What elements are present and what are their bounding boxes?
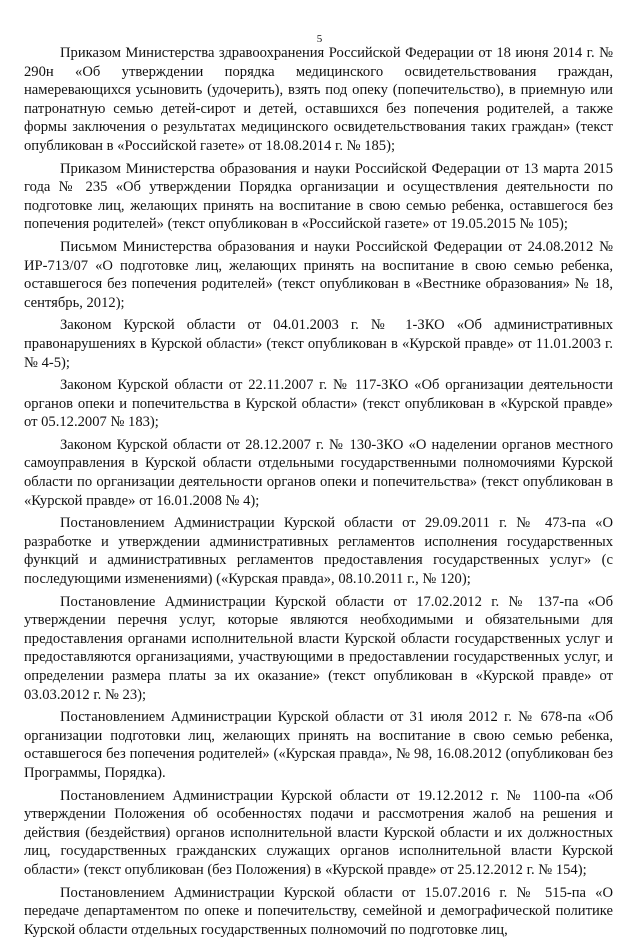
paragraph-3: Письмом Министерства образования и науки Российской Федерации от 24.08.2012 № ИР-713/07 «О подготовке лиц, желающих принять на воспитание в свою семью ребенка, оставшегося без попечения родителей» (текст опубликован в «Вестнике образования» № 18, сентябрь, 2012);	[24, 238, 613, 311]
paragraph-9: Постановлением Администрации Курской области от 31 июля 2012 г. № 678-па «Об организации подготовки лиц, желающих принять на воспитание в свою семью ребенка, оставшегося без попечения родителей» («Курская правда», № 98, 16.08.2012 (опубликован без Программы, Порядка).	[24, 709, 613, 781]
paragraph-7: Постановлением Администрации Курской области от 29.09.2011 г. № 473-па «О разработке и утверждении административных регламентов исполнения государственных функций и административных регламентов предоставления государственных услуг» (с последующими изменениями) («Курская правда», 08.10.2011 г., № 120);	[24, 515, 613, 588]
paragraph-5: Законом Курской области от 22.11.2007 г. № 117-ЗКО «Об организации деятельности органов опеки и попечительства в Курской области» (текст опубликован в «Курской правде» от 05.12.2007 № 183);	[24, 377, 613, 431]
paragraph-1: Приказом Министерства здравоохранения Российской Федерации от 18 июня 2014 г. № 290н «Об утверждении порядка медицинского освидетельствования граждан, намеревающихся усыновить (удочерить), взять под опеку (попечительство), в приемную или патронатную семью детей-сирот и детей, оставшихся без попечения родителей, а также формы заключения о результатах медицинского освидетельствования таких граждан» (текст опубликован в «Российской газете» от 18.08.2014 г. № 185);	[24, 45, 613, 154]
paragraph-8: Постановление Администрации Курской области от 17.02.2012 г. № 137-па «Об утверждении перечня услуг, которые являются необходимыми и обязательными для предоставления органами исполнительной власти Курской области государственных услуг и предоставляются организациями, участвующими в предоставлении государственных услуг, и определении размера платы за их оказание» (текст опубликован в «Курской правде» от 03.03.2012 г. № 23);	[24, 593, 613, 703]
paragraph-6: Законом Курской области от 28.12.2007 г. № 130-ЗКО «О наделении органов местного самоуправления в Курской области отдельными государственными полномочиями Курской области по организации деятельности органов опеки и попечительства» (текст опубликован в «Курской правде» от 16.01.2008 № 4);	[24, 436, 613, 509]
page-number: 5	[316, 33, 323, 45]
paragraph-2: Приказом Министерства образования и науки Российской Федерации от 13 марта 2015 года № 235 «Об утверждении Порядка организации и осуществления деятельности по подготовке лиц, желающих принять на воспитание в свою семью ребенка, оставшегося без попечения родителей» (текст опубликован в «Российской газете» от 19.05.2015 № 105);	[24, 160, 613, 233]
document-body	[24, 44, 613, 943]
paragraph-11: Постановлением Администрации Курской области от 15.07.2016 г. № 515-па «О передаче департаментом по опеке и попечительству, семейной и демографической политике Курской области отдельных государственных полномочий по подготовке лиц,	[24, 884, 613, 938]
paragraph-10: Постановлением Администрации Курской области от 19.12.2012 г. № 1100-па «Об утверждении Положения об особенностях подачи и рассмотрения жалоб на решения и действия (бездействия) органов исполнительной власти Курской области и их должностных лиц, государственных гражданских служащих органов исполнительной власти Курской области» (текст опубликован (без Положения) в «Курской правде» от 25.12.2012 г. № 154);	[24, 787, 613, 878]
paragraph-4: Законом Курской области от 04.01.2003 г. № 1-ЗКО «Об административных правонарушениях в Курской области» (текст опубликован в «Курской правде» от 11.01.2003 г. № 4-5);	[24, 317, 613, 371]
